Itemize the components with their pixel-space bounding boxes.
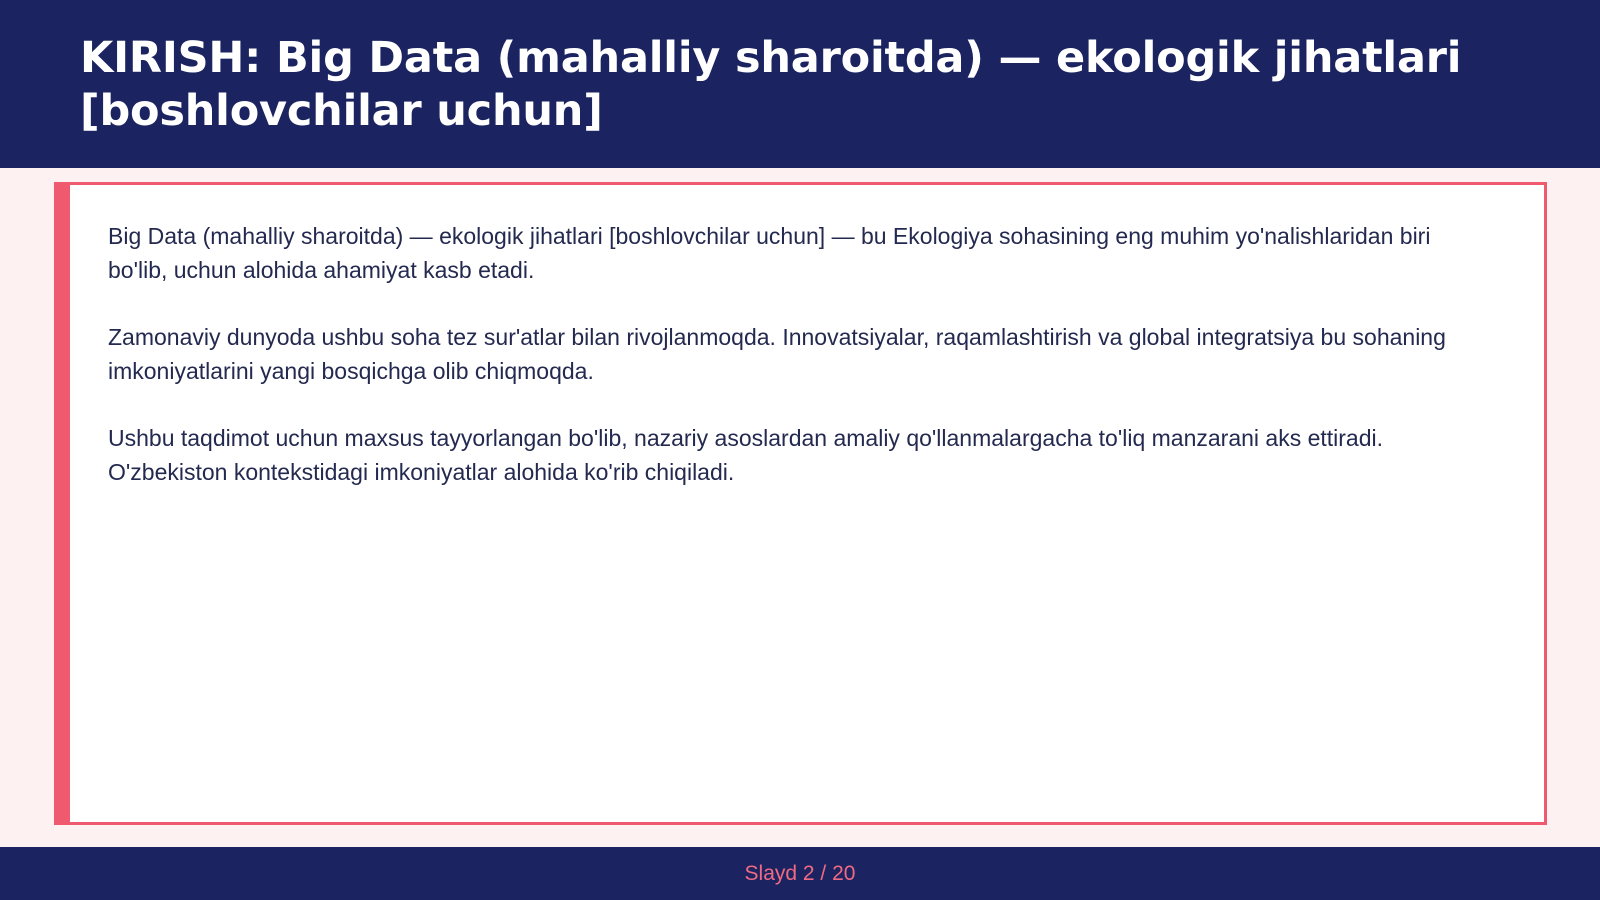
presentation-scope-paragraph: Ushbu taqdimot uchun maxsus tayyorlangan bo'lib, nazariy asoslardan amaliy qo'llanmalargacha to'liq manzarani aks ettiradi. O'zbekiston kontekstidagi imkoniyatlar alohida ko'rib chiqiladi.	[108, 425, 1384, 485]
content-card	[54, 182, 1547, 825]
slide-title: KIRISH: Big Data (mahalliy sharoitda) — ekologik jihatlari [boshlovchilar uchun]	[80, 33, 1462, 136]
slide-header	[0, 0, 1600, 168]
intro-paragraph: Big Data (mahalliy sharoitda) — ekologik jihatlari [boshlovchilar uchun] — bu Ekologiya sohasining eng muhim yo'nalishlaridan biri bo'lib, uchun alohida ahamiyat kasb etadi.	[108, 223, 1431, 283]
development-paragraph: Zamonaviy dunyoda ushbu soha tez sur'atlar bilan rivojlanmoqda. Innovatsiyalar, raqamlashtirish va global integratsiya bu sohaning imkoniyatlarini yangi bosqichga olib chiqmoqda.	[108, 324, 1446, 384]
slide-number: Slayd 2 / 20	[744, 861, 856, 885]
slide-footer	[0, 847, 1600, 900]
